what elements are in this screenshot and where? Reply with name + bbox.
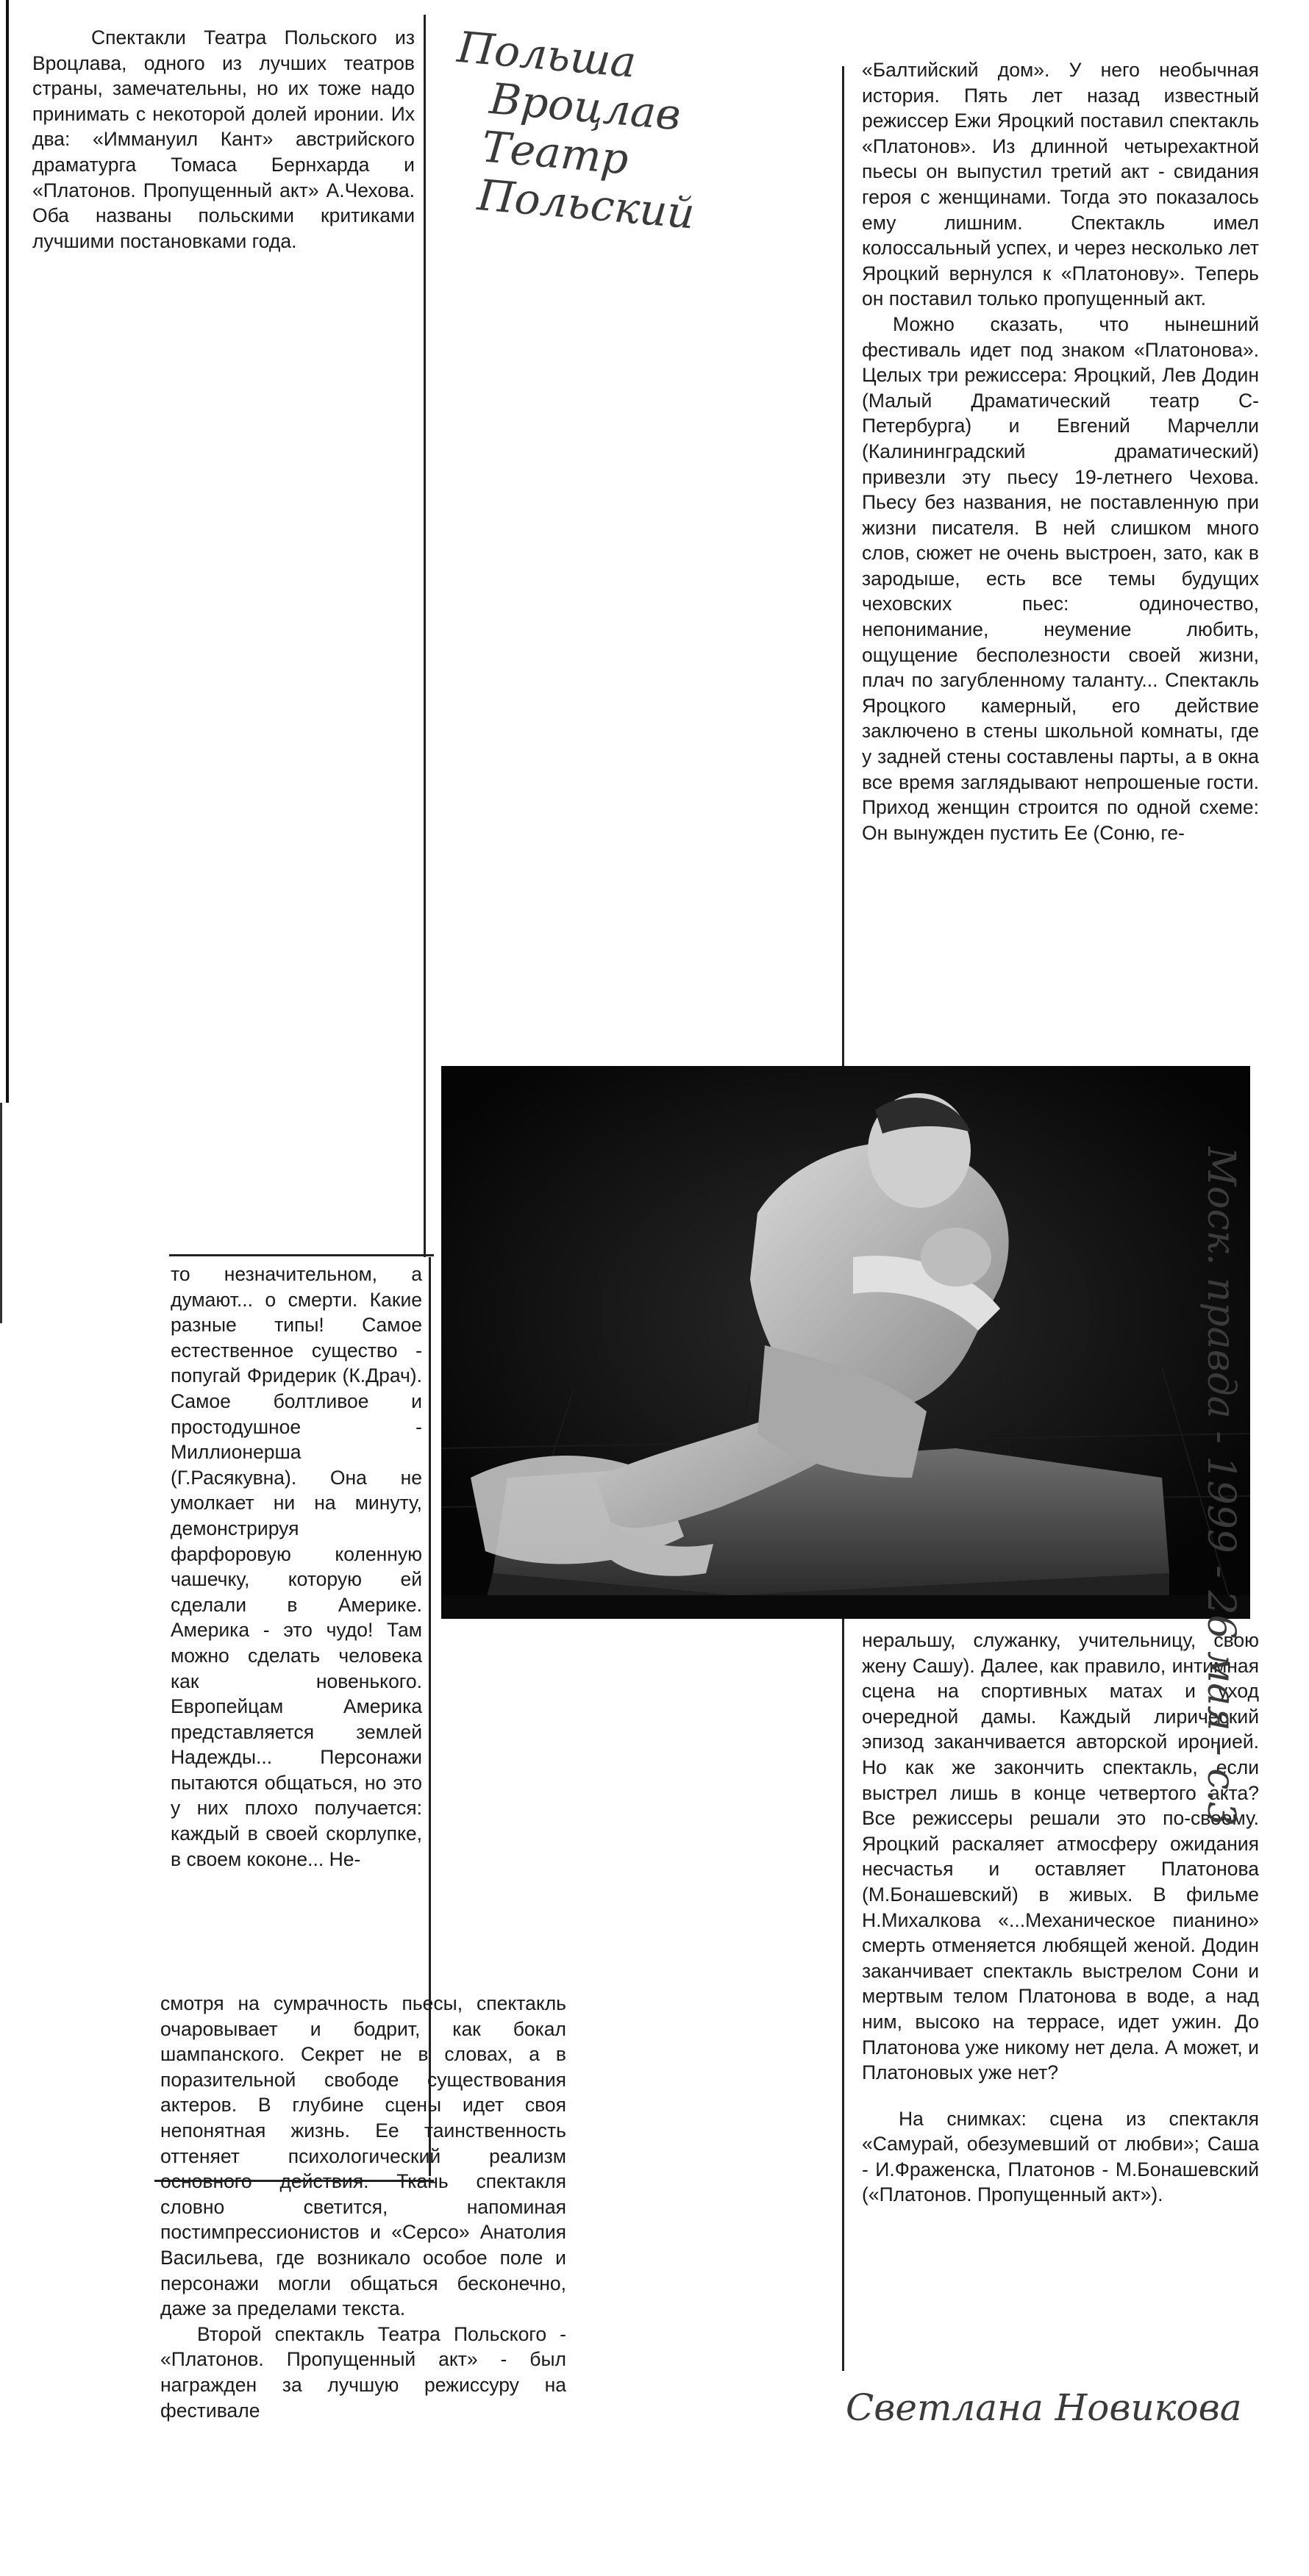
stage-photo-image xyxy=(441,1066,1250,1619)
woman-head xyxy=(921,1228,991,1287)
column-rule-left xyxy=(424,15,426,1257)
article-left-column xyxy=(32,25,415,254)
middle-paragraph-1: то незначительном, а думают... о смерти. Какие разные типы! Самое естественное существо - попугай Фридерик (К.Драч). Самое болтливое и простодушное - Миллионерша (Г.Расякувна). Она не умолкает ни на минуту, демонстрируя фарфоровую коленную чашечку, которую ей сделали в Америке. Америка - это чудо! Там можно сделать человека как новенького. Европейцам Америка представляется землей Надежды... Персонажи пытаются общаться, но это у них плохо получается: каждый в своей скорлупке, в своем коконе... Не- xyxy=(171,1263,422,1870)
article-right-column xyxy=(862,57,1259,845)
handwritten-city: Вроцлав xyxy=(488,73,683,140)
horizontal-rule xyxy=(169,1254,434,1256)
handwritten-country: Польша xyxy=(455,21,638,87)
column-rule-right-lower xyxy=(842,1614,844,2371)
right-paragraph-1: «Балтийский дом». У него необычная история. Пять лет назад известный режиссер Ежи Яроцкий поставил спектакль «Платонов». Из длинной четырехактной пьесы он выпустил третий акт - свидания героя с женщинами. Тогда это показалось ему лишним. Спектакль имел колоссальный успех, и через несколько лет Яроцкий вернулся к «Платонову». Теперь он поставил только пропущенный акт. xyxy=(862,59,1259,310)
bottom-middle-paragraph-1: смотря на сумрачность пьесы, спектакль очаровывает и бодрит, как бокал шампанского. Секрет не в словах, а в поразительной свободе существования актеров. В глубине сцены идет своя непонятная жизнь. Ее таинственность оттеняет психологический реализм основного действия. Ткань спектакля словно светится, напоминая постимпрессионистов и «Серсо» Анатолия Васильева, где возникало особое поле и персонажи могли общаться бесконечно, даже за пределами текста. xyxy=(160,1992,566,2320)
left-paragraph-1: Спектакли Театра Польского из Вроцлава, одного из лучших театров страны, замечательны, но их тоже надо принимать с некоторой долей иронии. Их два: «Иммануил Кант» австрийского драматурга Томаса Бернхарда и «Платонов. Пропущенный акт» А.Чехова. Оба названы польскими критиками лучшими постановками года. xyxy=(32,26,415,252)
right-paragraph-2: Можно сказать, что нынешний фестиваль идет под знаком «Платонова». Целых три режиссера: Яроцкий, Лев Додин (Малый Драматический театр С-Петербурга) и Евгений Марчелли (Калининградский драматический) привезли эту пьесу 19-летнего Чехова. Пьесу без названия, не поставленную при жизни писателя. В ней слишком много слов, сюжет не очень выстроен, зато, как в зародыше, есть все темы будущих чеховских пьес: одиночество, непонимание, неумение любить, ощущение бесполезности своей жизни, плач по загубленному таланту... Спектакль Яроцкого камерный, его действие заключено в стены школьной комнаты, где у задней стены составлены парты, а в окна все время заглядывают непрошеные гости. Приход женщин строится по одной схеме: Он вынужден пустить Ее (Соню, ге- xyxy=(862,312,1259,844)
clipping-edge-left xyxy=(6,0,9,1103)
article-middle-column xyxy=(171,1262,422,1872)
clipping-edge-left-lower xyxy=(0,1103,2,1323)
bottom-right-paragraph-1: неральшу, служанку, учительницу, свою жену Сашу). Далее, как правило, интимная сцена на спортивных матах и уход очередной дамы. Каждый лирический эпизод заканчивается авторской иронией. Но как же закончить спектакль, если выстрел лишь в конце четвертого акта? Все режиссеры решали это по-своему. Яроцкий раскаляет атмосферу ожидания несчастья и оставляет Платонова (М.Бонашевский) в живых. В фильме Н.Михалкова «...Механическое пианино» смерть отменяется любящей женой. Додин заканчивает спектакль выстрелом Сони и мертвым телом Платонова в воде, а над ним, высоко на террасе, идет ужин. До Платонова уже никому нет дела. А может, и Платоновых уже нет? xyxy=(862,1629,1259,2084)
article-bottom-middle-column xyxy=(160,1991,566,2423)
handwritten-signature: Светлана Новикова xyxy=(846,2386,1242,2429)
photo-caption: На снимках: сцена из спектакля «Самурай, обезумевший от любви»; Саша - И.Фраженска, Платонов - М.Бонашевский («Платонов. Пропущенный акт»). xyxy=(862,2107,1259,2206)
bottom-middle-paragraph-2: Второй спектакль Театра Польского - «Платонов. Пропущенный акт» - был награжден за лучшую режиссуру на фестивале xyxy=(160,2322,566,2422)
handwritten-source-note: Моск. правда - 1999 - 26 мая - с.3 xyxy=(1199,1147,1243,1826)
stage-photo xyxy=(441,1066,1250,1619)
handwritten-header xyxy=(435,22,863,251)
handwritten-theatre: Театр Польский xyxy=(475,121,697,239)
